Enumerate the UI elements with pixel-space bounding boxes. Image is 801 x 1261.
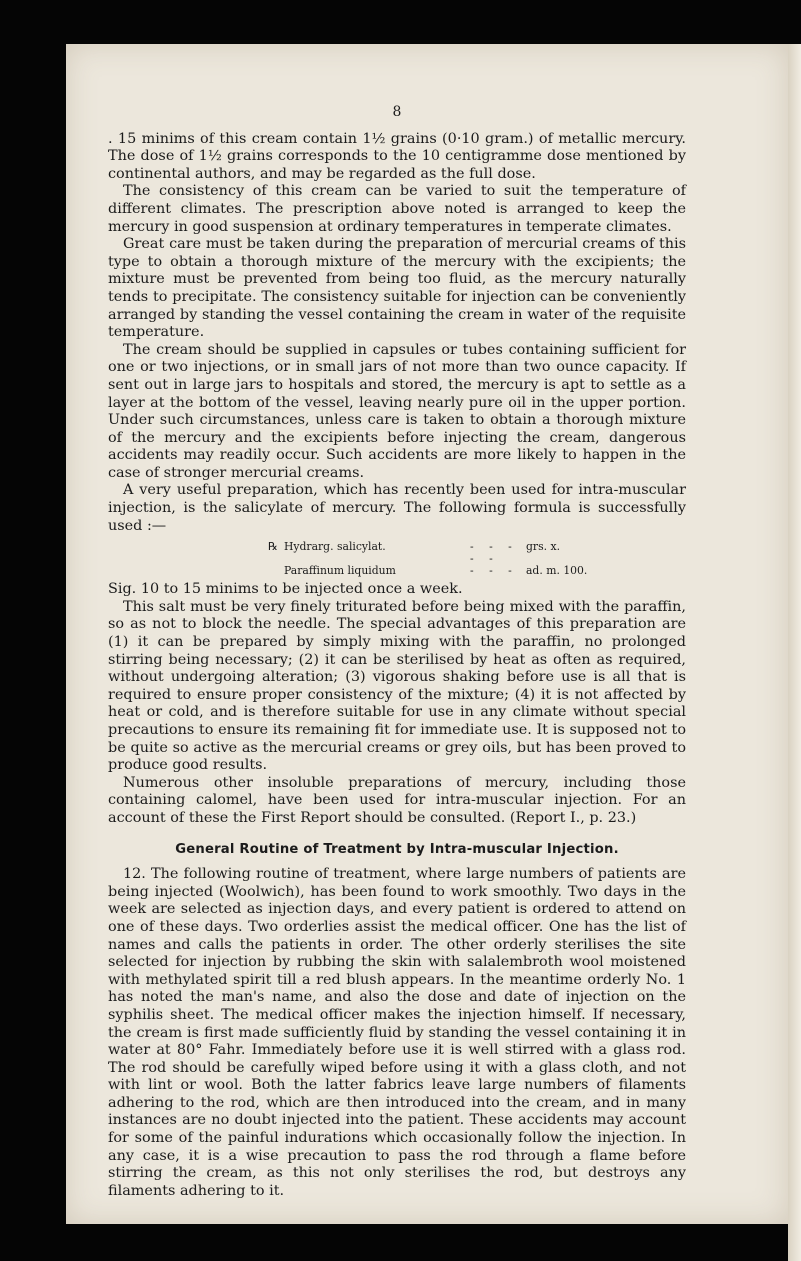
paragraph-supply: The cream should be supplied in capsules or tubes containing sufficient for one or two injections, or in small jars of not more than two ounce capacity. If sent out in large jars to hospitals and stored, the mercury is apt to settle as a layer at the bottom of the vessel, leaving nearly pure oil in the upper portion. Under such circumstances, unless care is taken to obtain a thorough mixture of the mercury and the excipients before injecting the cream, dangerous accidents may readily occur. Such accidents are more likely to happen in the case of stronger mercurial creams. <box>108 341 686 481</box>
paragraph-dose: . 15 minims of this cream contain 1½ grains (0·10 gram.) of metallic mercury. The dose of 1½ grains corresponds to the 10 centigramme dose mentioned by continental authors, and may be regarded as the full dose. <box>108 130 686 182</box>
leader-dots: - - - <box>470 564 518 578</box>
paragraph-signa: Sig. 10 to 15 minims to be injected once a week. <box>108 581 463 598</box>
recipe-symbol: ℞ <box>268 540 278 554</box>
section-heading: General Routine of Treatment by Intra-muscular Injection. <box>175 841 619 857</box>
paragraph-other-preparations: Numerous other insoluble preparations of mercury, including those containing calomel, have been used for intra-muscular injection. For an account of these the First Report should be consulted. (Report I., p. 23.) <box>108 774 686 826</box>
ingredient-name: Paraffinum liquidum <box>284 564 396 578</box>
page-number: 8 <box>392 104 402 120</box>
prescription-row <box>108 565 686 577</box>
ingredient-name: Hydrarg. salicylat. <box>284 540 386 554</box>
page-edge <box>788 44 801 1261</box>
prescription <box>108 541 686 577</box>
ingredient-quantity: ad. m. 100. <box>526 564 588 578</box>
paragraph-preparation-care: Great care must be taken during the preparation of mercurial creams of this type to obtain a thorough mixture of the mercury with the excipients; the mixture must be prevented from being too fluid, as the mercury naturally tends to precipitate. The consistency suitable for injection can be conveniently arranged by standing the vessel containing the cream in water of the requisite temperature. <box>108 236 686 341</box>
paragraph-salicylate: A very useful preparation, which has recently been used for intra-muscular injection, is the salicylate of mercury. The following formula is successfully used :— <box>108 482 686 534</box>
leader-dots: - - - - - <box>470 540 518 566</box>
page-text <box>108 104 686 1200</box>
paragraph-advantages: This salt must be very finely triturated before being mixed with the paraffin, so as not to block the needle. The special advantages of this preparation are (1) it can be prepared by simply mixing with the paraffin, no prolonged stirring being necessary; (2) it can be sterilised by heat as often as required, without undergoing alteration; (3) vigorous shaking before use is all that is required to ensure proper consistency of the mixture; (4) it is not affected by heat or cold, and is therefore suitable for use in any climate without special precautions to ensure its remaining fit for immediate use. It is supposed not to be quite so active as the mercurial creams or grey oils, but has been proved to produce good results. <box>108 598 686 774</box>
ingredient-quantity: grs. x. <box>526 540 560 554</box>
paragraph-consistency: The consistency of this cream can be varied to suit the temperature of different climates. The prescription above noted is arranged to keep the mercury in good suspension at ordinary temperatures in temperate climates. <box>108 183 686 235</box>
recipe-symbol-spacer <box>268 565 284 577</box>
prescription-row <box>108 541 686 565</box>
paragraph-routine: 12. The following routine of treatment, where large numbers of patients are being injected (Woolwich), has been found to work smoothly. Two days in the week are selected as injection days, and every patient is ordered to attend on one of these days. Two orderlies assist the medical officer. One has the list of names and calls the patients in order. The other orderly sterilises the site selected for injection by rubbing the skin with salalembroth wool moistened with methylated spirit till a red blush appears. In the meantime orderly No. 1 has noted the man's name, and also the dose and date of injection on the syphilis sheet. The medical officer makes the injection himself. If necessary, the cream is first made sufficiently fluid by standing the vessel containing it in water at 80° Fahr. Immediately before use it is well stirred with a glass rod. The rod should be carefully wiped before using it with a glass cloth, and not with lint or wool. Both the latter fabrics leave large numbers of filaments adhering to the rod, which are then introduced into the cream, and in many instances are no doubt injected into the patient. These accidents may account for some of the painful indurations which occasionally follow the injection. In any case, it is a wise precaution to pass the rod through a flame before stirring the cream, as this not only sterilises the rod, but destroys any filaments adhering to it. <box>108 866 686 1199</box>
